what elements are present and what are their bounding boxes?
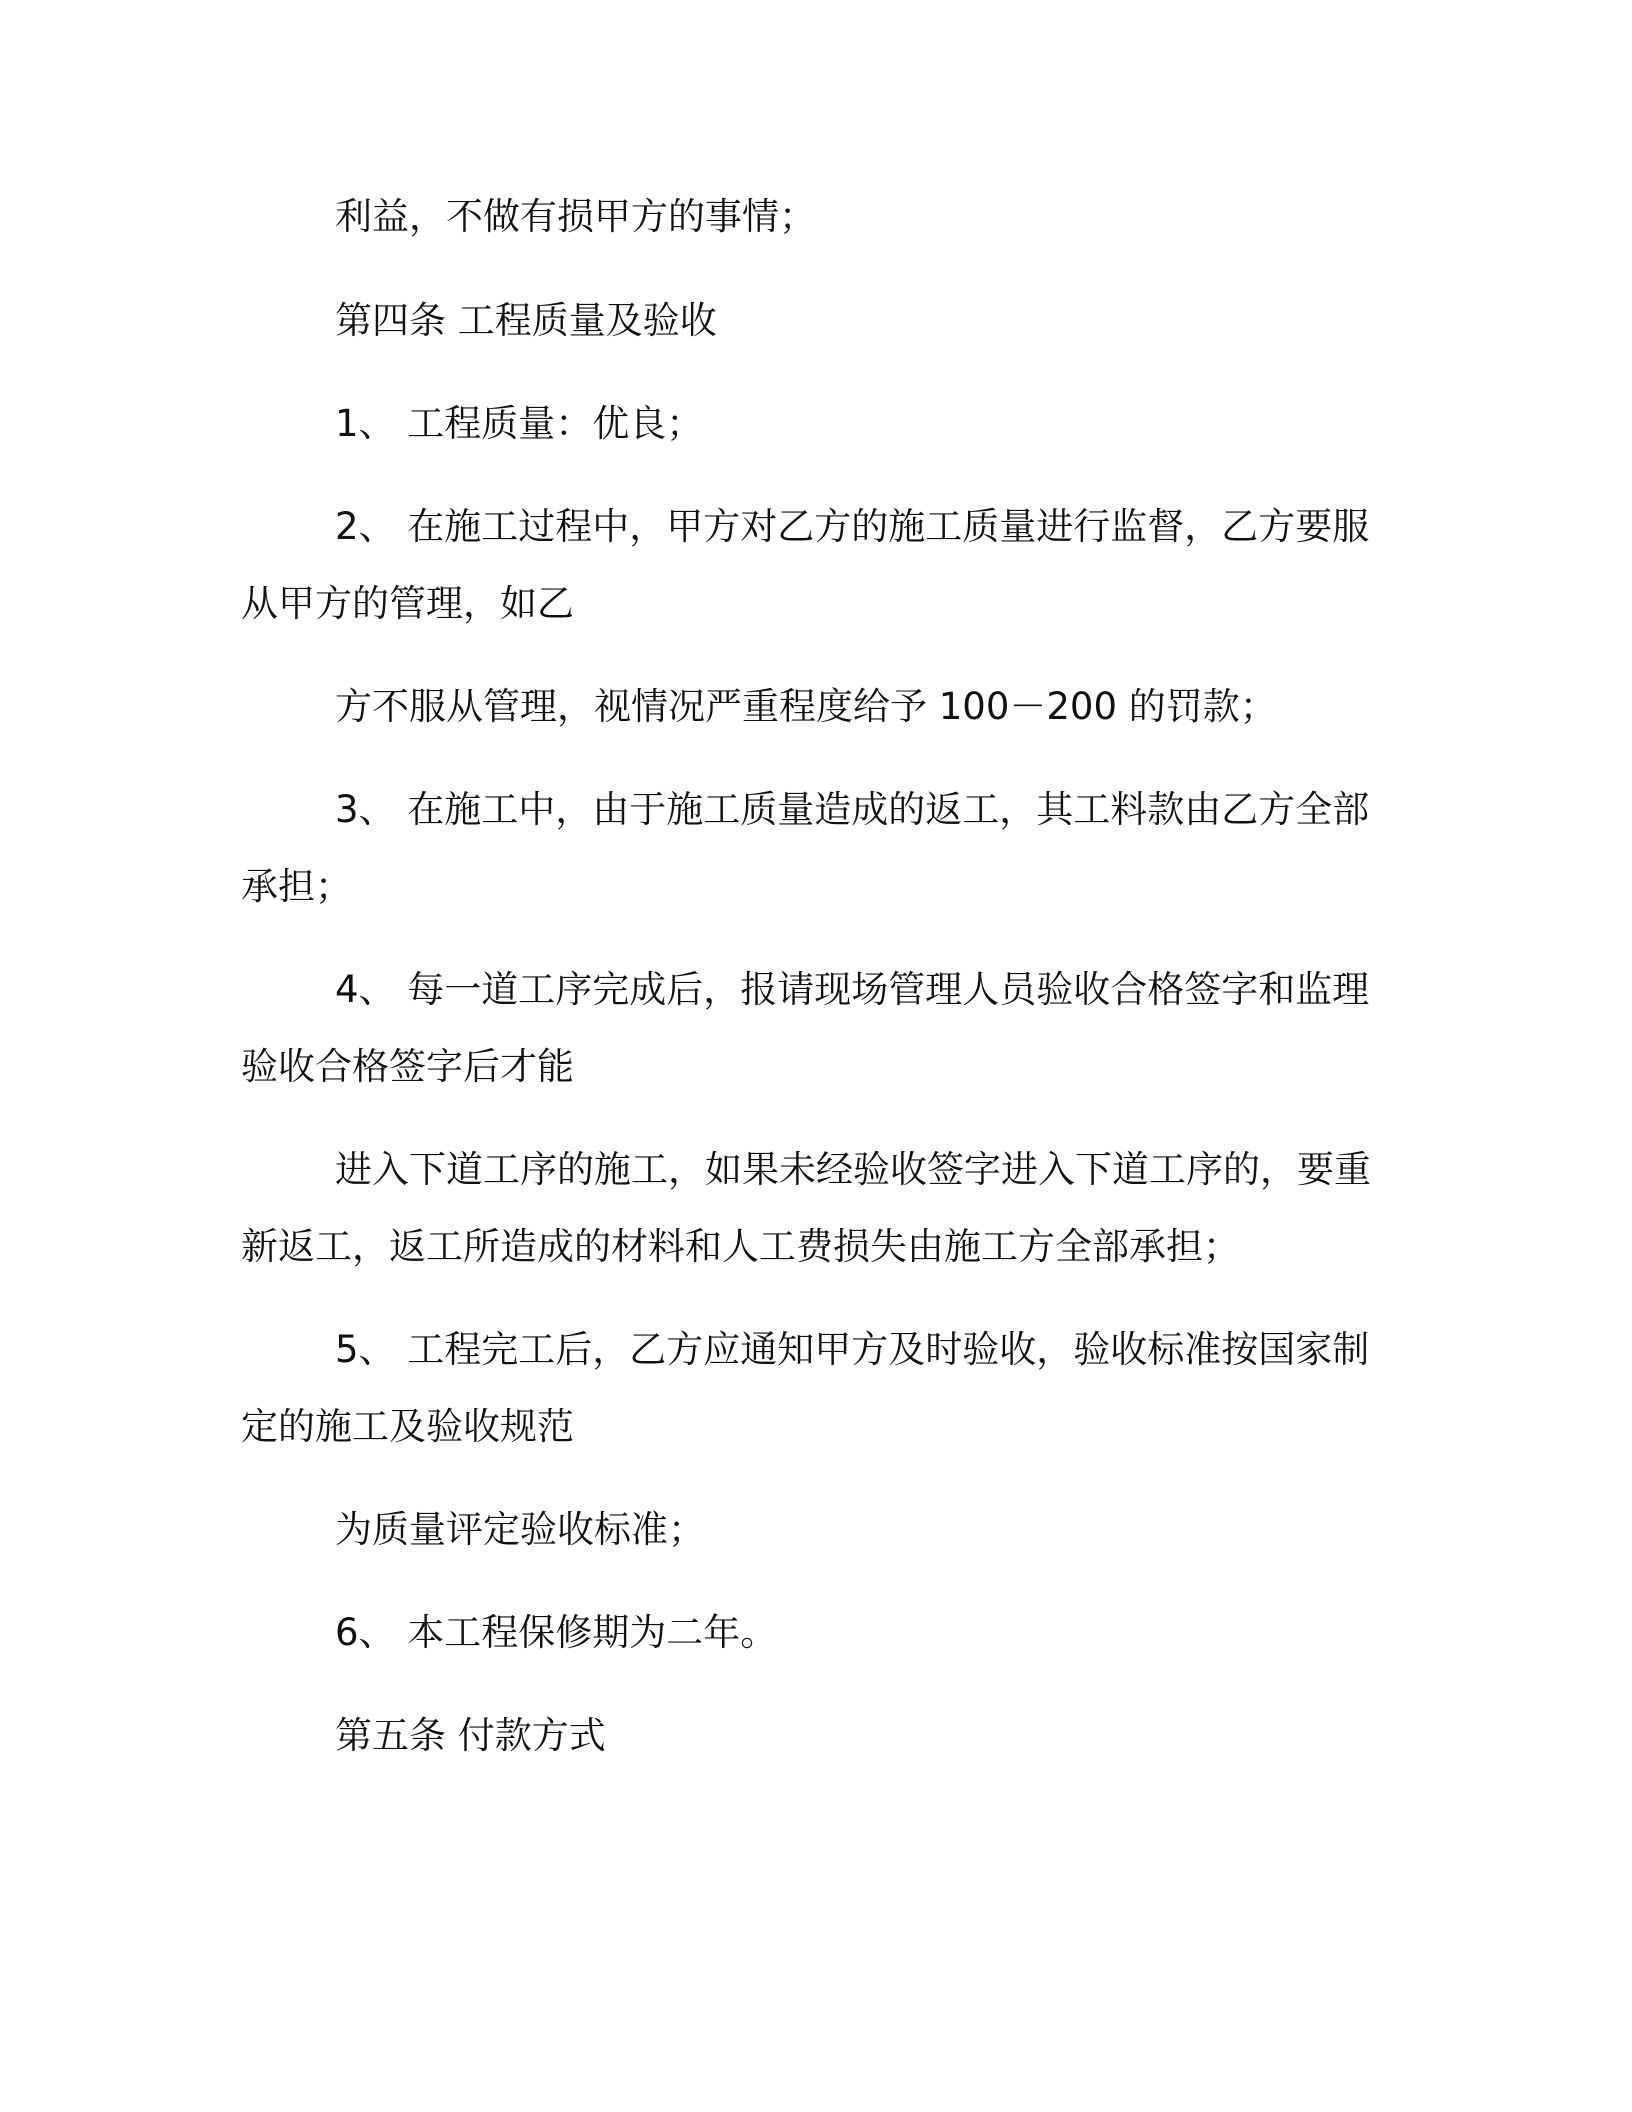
clause-5: 5、 工程完工后，乙方应通知甲方及时验收，验收标准按国家制 [335,1328,1370,1371]
clause-5-continuation: 定的施工及验收规范 [241,1405,574,1448]
clause-1: 1、 工程质量：优良； [335,402,704,445]
clause-6: 6、 本工程保修期为二年。 [335,1611,778,1654]
section-heading-5: 第五条 付款方式 [335,1714,606,1757]
clause-4-continuation: 验收合格签字后才能 [241,1045,574,1088]
clause-3: 3、 在施工中，由于施工质量造成的返工，其工料款由乙方全部 [335,788,1370,831]
clause-2-penalty: 方不服从管理，视情况严重程度给予 100－200 的罚款； [335,685,1277,728]
clause-5-standard: 为质量评定验收标准； [335,1508,705,1551]
text-line-benefit: 利益，不做有损甲方的事情； [335,195,816,238]
clause-4: 4、 每一道工序完成后，报请现场管理人员验收合格签字和监理 [335,968,1370,1011]
clause-3-continuation: 承担； [241,865,352,908]
section-heading-4: 第四条 工程质量及验收 [335,299,717,342]
clause-4-next-process: 进入下道工序的施工，如果未经验收签字进入下道工序的，要重 [335,1148,1371,1191]
clause-2: 2、 在施工过程中，甲方对乙方的施工质量进行监督，乙方要服 [335,505,1370,548]
clause-4-rework: 新返工，返工所造成的材料和人工费损失由施工方全部承担； [241,1225,1240,1268]
clause-2-continuation: 从甲方的管理，如乙 [241,582,574,625]
